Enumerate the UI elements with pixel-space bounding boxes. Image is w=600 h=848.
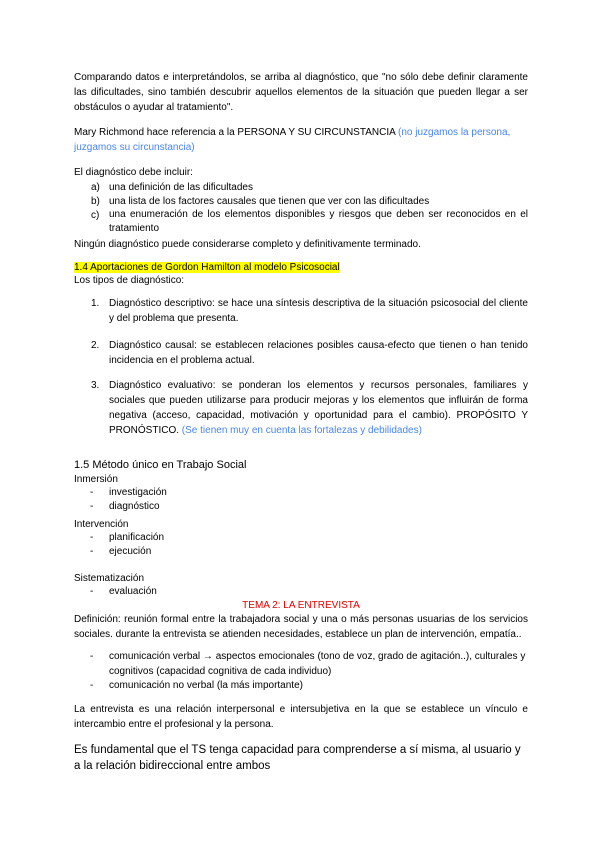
type-3 (109, 378, 528, 438)
intervencion-item-2: ejecución (109, 546, 152, 557)
entrevista-paragraph: La entrevista es una relación interpersonal e intersubjetiva en la que se establece un vínculo e intercambio entre el profesional y la persona. (74, 704, 528, 730)
type-3-text: Diagnóstico evaluativo: se ponderan los elementos y recursos personales, familiares y sociales que pueden utilizarse para producir mejoras y los elementos que influirán de forma negativa (acceso, capacidad, motivación y oportunidad para el cambio). PROPÓSITO Y PRONÓSTICO. (109, 380, 528, 436)
intervencion-item-1: planificación (109, 532, 165, 543)
comm-item-2: comunicación no verbal (la más importante) (109, 680, 303, 691)
diag-item-a: una definición de las dificultades (109, 182, 253, 193)
richmond-note: (no juzgamos la persona, juzgamos su circunstancia) (74, 127, 511, 153)
type-3-note: (Se tienen muy en cuenta las fortalezas y debilidades) (181, 425, 422, 436)
definicion-paragraph: Definición: reunión formal entre la trabajadora social y una o más personas usuarias de los servicios sociales. durante la entrevista se atienden necesidades, establece un plan de intervención, empatía.. (74, 614, 528, 640)
sistematizacion-item-1: evaluación (109, 586, 157, 597)
inmersion-dash-2: - (90, 501, 94, 512)
sistematizacion-dash-1: - (90, 586, 94, 597)
section-1-4-intro: Los tipos de diagnóstico: (74, 275, 185, 286)
intervencion-title: Intervención (74, 519, 129, 530)
comm-dash-2: - (90, 680, 94, 691)
type-1-marker: 1. (91, 298, 100, 309)
diag-item-c-marker: c) (91, 210, 100, 221)
comm-dash-1: - (90, 651, 94, 662)
inmersion-item-1: investigación (109, 487, 167, 498)
diag-intro: El diagnóstico debe incluir: (74, 167, 193, 178)
richmond-text: Mary Richmond hace referencia a la PERSONA Y SU CIRCUNSTANCIA (74, 127, 396, 138)
type-1: Diagnóstico descriptivo: se hace una síntesis descriptiva de la situación psicosocial del cliente y del problema que presenta. (109, 298, 528, 324)
inmersion-item-2: diagnóstico (109, 501, 160, 512)
diag-outro: Ningún diagnóstico puede considerarse completo y definitivamente terminado. (74, 239, 421, 250)
tema-2-title: TEMA 2: LA ENTREVISTA (242, 600, 360, 611)
type-2: Diagnóstico causal: se establecen relaciones posibles causa-efecto que tienen o han tenido incidencia en el problema actual. (109, 340, 528, 366)
diag-item-b: una lista de los factores causales que tienen que ver con las dificultades (109, 196, 430, 207)
type-3-marker: 3. (91, 380, 100, 391)
intro-paragraph: Comparando datos e interpretándolos, se arriba al diagnóstico, que "no sólo debe definir claramente las dificultades, sino también descubrir aquellos elementos de la situación que pueden llegar a ser obstáculos o ayudar al tratamiento". (74, 72, 528, 113)
intervencion-dash-1: - (90, 532, 94, 543)
diag-item-c: una enumeración de los elementos disponibles y riesgos que deben ser reconocidos en el tratamiento (109, 209, 528, 234)
diag-item-b-marker: b) (91, 196, 100, 207)
richmond-paragraph (74, 125, 528, 155)
sistematizacion-title: Sistematización (74, 573, 145, 584)
inmersion-dash-1: - (90, 487, 94, 498)
section-1-5-title: 1.5 Método único en Trabajo Social (74, 459, 247, 471)
intervencion-dash-2: - (90, 546, 94, 557)
comm-item-1: comunicación verbal → aspectos emocionales (tono de voz, grado de agitación..), culturales y cognitivos (capacidad cognitiva de cada individuo) (109, 651, 526, 677)
inmersion-title: Inmersión (74, 474, 118, 485)
diag-item-a-marker: a) (91, 182, 100, 193)
section-1-4-title-text: 1.4 Aportaciones de Gordon Hamilton al modelo Psicosocial (74, 262, 340, 273)
final-paragraph: Es fundamental que el TS tenga capacidad para comprenderse a sí misma, al usuario y a la relación bidireccional entre ambos (74, 744, 521, 772)
type-2-marker: 2. (91, 340, 100, 351)
